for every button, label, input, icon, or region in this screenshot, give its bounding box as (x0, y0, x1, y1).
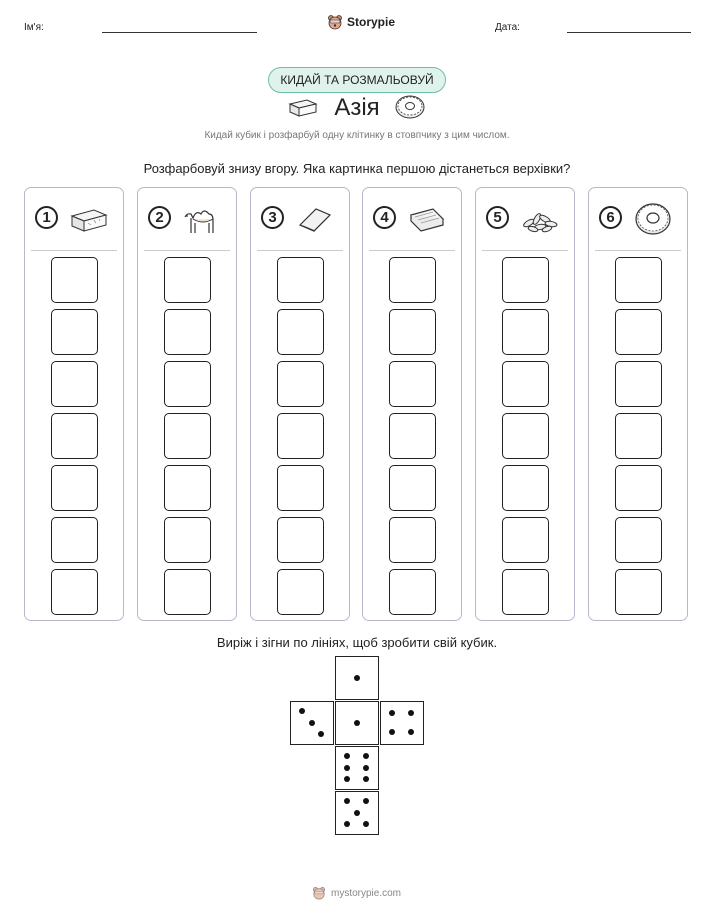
subtitle: Кидай кубик і розфарбуй одну клітинку в стовпчику з цим числом. (204, 130, 510, 141)
column-number: 3 (261, 206, 284, 229)
pip (354, 675, 360, 681)
die-face-1b (335, 701, 379, 745)
column-5 (475, 187, 575, 621)
color-cell[interactable] (615, 257, 662, 303)
instruction: Розфарбовуй знизу вгору. Яка картинка першою дістанеться верхівки? (143, 161, 571, 176)
pip (408, 729, 414, 735)
name-label: Ім'я: (24, 22, 44, 33)
die-face-6 (335, 746, 379, 790)
die-face-5 (335, 791, 379, 835)
column-header (25, 188, 123, 250)
pip (389, 710, 395, 716)
color-cell[interactable] (164, 257, 211, 303)
column-6 (588, 187, 688, 621)
die-net (290, 656, 425, 836)
color-cell[interactable] (389, 257, 436, 303)
color-cell[interactable] (615, 309, 662, 355)
pip (344, 821, 350, 827)
column-header (363, 188, 461, 250)
color-cell[interactable] (51, 517, 98, 563)
bear-icon (312, 886, 326, 900)
donut-icon (632, 201, 674, 237)
footer-url[interactable]: mystorypie.com (331, 887, 402, 899)
brand-logo (327, 14, 395, 30)
column-header (589, 188, 687, 250)
pip (408, 710, 414, 716)
color-cell[interactable] (502, 257, 549, 303)
column-3 (250, 187, 350, 621)
column-number: 6 (599, 206, 622, 229)
pip (309, 720, 315, 726)
camel-icon (181, 201, 223, 237)
pip (344, 798, 350, 804)
pip (318, 731, 324, 737)
column-header (251, 188, 349, 250)
color-cell[interactable] (51, 257, 98, 303)
column-header (476, 188, 574, 250)
divider (257, 250, 343, 251)
color-cell[interactable] (502, 517, 549, 563)
bear-icon (327, 14, 343, 30)
color-cell[interactable] (389, 309, 436, 355)
color-cell[interactable] (502, 361, 549, 407)
column-number: 5 (486, 206, 509, 229)
die-face-4 (380, 701, 424, 745)
color-cell[interactable] (164, 465, 211, 511)
color-cell[interactable] (277, 361, 324, 407)
die-face-3 (290, 701, 334, 745)
brand-name: Storypie (347, 15, 396, 29)
date-label: Дата: (495, 22, 520, 33)
color-cell[interactable] (502, 465, 549, 511)
color-cell[interactable] (51, 465, 98, 511)
color-cell[interactable] (615, 569, 662, 615)
color-cell[interactable] (502, 569, 549, 615)
pip (363, 821, 369, 827)
color-cell[interactable] (389, 569, 436, 615)
divider (144, 250, 230, 251)
column-header (138, 188, 236, 250)
date-line[interactable] (567, 32, 691, 33)
color-cell[interactable] (277, 569, 324, 615)
pip (354, 720, 360, 726)
color-cell[interactable] (277, 465, 324, 511)
column-number: 4 (373, 206, 396, 229)
die-instruction: Виріж і зігни по лініях, щоб зробити свій кубик. (216, 635, 498, 650)
color-cell[interactable] (164, 413, 211, 459)
pip (363, 776, 369, 782)
color-cell[interactable] (51, 413, 98, 459)
pip (389, 729, 395, 735)
donut-icon (394, 94, 426, 120)
color-cell[interactable] (277, 413, 324, 459)
color-cell[interactable] (615, 465, 662, 511)
color-cell[interactable] (164, 569, 211, 615)
color-cell[interactable] (615, 413, 662, 459)
color-cell[interactable] (389, 361, 436, 407)
color-cell[interactable] (164, 517, 211, 563)
rolled-rug-icon (406, 201, 448, 237)
color-cell[interactable] (51, 569, 98, 615)
divider (31, 250, 117, 251)
column-1 (24, 187, 124, 621)
seeds-icon (519, 201, 561, 237)
color-cell[interactable] (502, 413, 549, 459)
color-cell[interactable] (51, 361, 98, 407)
footer (312, 886, 401, 900)
divider (369, 250, 455, 251)
pip (363, 798, 369, 804)
folded-cloth-icon (294, 201, 336, 237)
column-number: 2 (148, 206, 171, 229)
pip (344, 776, 350, 782)
color-cell[interactable] (615, 361, 662, 407)
color-cell[interactable] (389, 465, 436, 511)
color-cell[interactable] (277, 517, 324, 563)
color-cell[interactable] (502, 309, 549, 355)
tofu-icon (68, 201, 110, 237)
name-line[interactable] (102, 32, 257, 33)
color-cell[interactable] (51, 309, 98, 355)
color-cell[interactable] (615, 517, 662, 563)
die-face-1 (335, 656, 379, 700)
column-4 (362, 187, 462, 621)
pip (354, 810, 360, 816)
pip (363, 765, 369, 771)
color-cell[interactable] (277, 309, 324, 355)
column-number: 1 (35, 206, 58, 229)
pip (299, 708, 305, 714)
color-cell[interactable] (164, 309, 211, 355)
pip (344, 765, 350, 771)
divider (482, 250, 568, 251)
divider (595, 250, 681, 251)
column-2 (137, 187, 237, 621)
color-cell[interactable] (389, 413, 436, 459)
page-title: Азія (334, 94, 380, 121)
color-cell[interactable] (164, 361, 211, 407)
activity-badge: КИДАЙ ТА РОЗМАЛЬОВУЙ (268, 67, 446, 93)
tofu-icon (287, 96, 319, 118)
pip (363, 753, 369, 759)
color-cell[interactable] (277, 257, 324, 303)
pip (344, 753, 350, 759)
color-cell[interactable] (389, 517, 436, 563)
